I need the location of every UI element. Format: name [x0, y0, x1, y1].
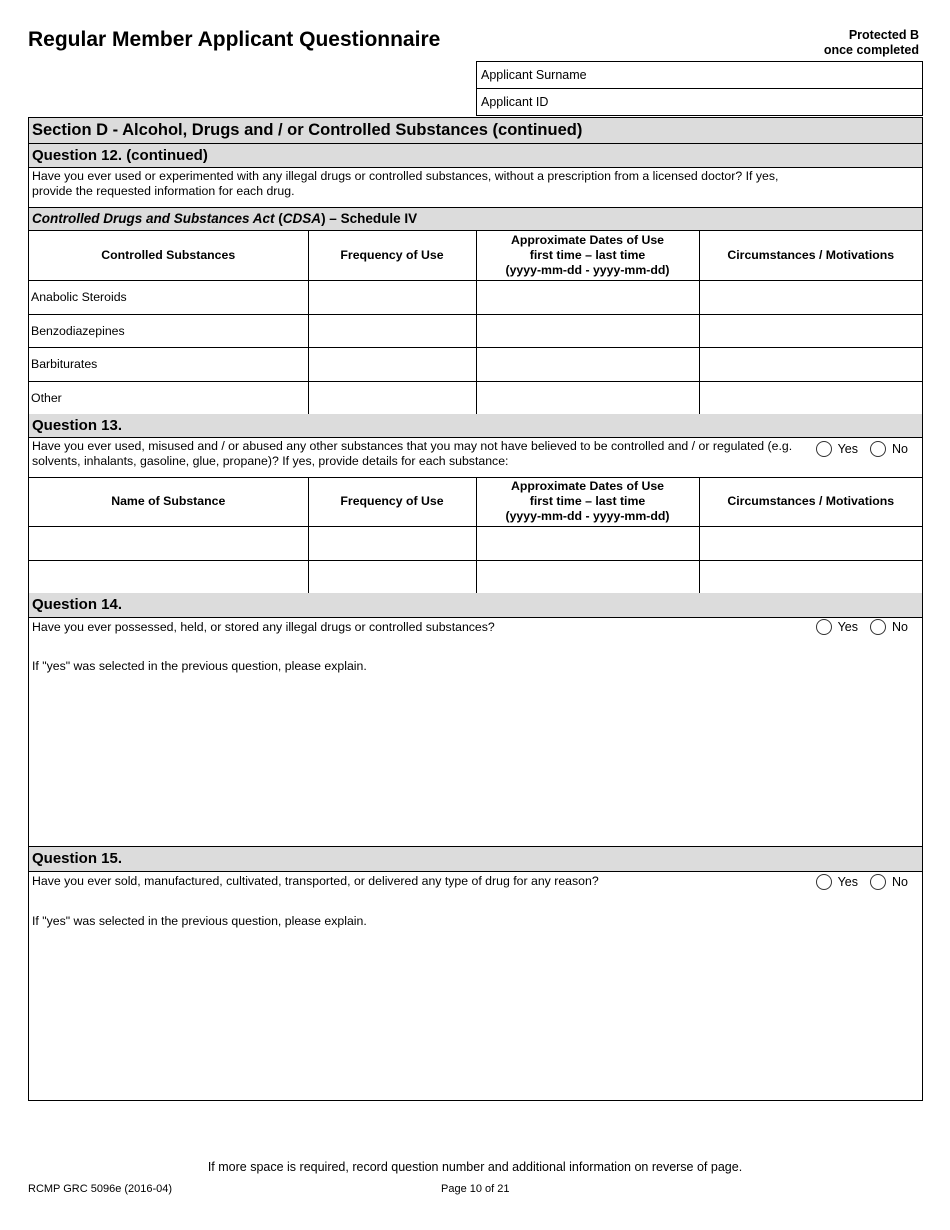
form-code: RCMP GRC 5096e (2016-04) [28, 1183, 173, 1195]
table-row [29, 560, 922, 593]
q13-col-substance: Name of Substance [29, 478, 308, 526]
question-14-yes-radio[interactable] [816, 619, 832, 635]
question-15-body [29, 872, 922, 1100]
question-14-explain-label: If "yes" was selected in the previous question, please explain. [32, 659, 367, 673]
question-12-text-line-2: provide the requested information for each drug. [32, 184, 295, 198]
schedule-paren-open: ( [274, 211, 283, 226]
section-heading: Section D - Alcohol, Drugs and / or Controlled Substances (continued) [29, 118, 922, 144]
q13-col-dates-line-1: Approximate Dates of Use [510, 479, 665, 494]
question-15-text: Have you ever sold, manufactured, cultivated, transported, or delivered any type of drug for any reason? [32, 874, 599, 888]
table-row [29, 280, 922, 314]
question-13-yes-label: Yes [837, 442, 859, 456]
frequency-cell[interactable] [308, 347, 476, 381]
question-12-heading: Question 12. (continued) [29, 144, 922, 168]
circumstances-cell[interactable] [699, 347, 922, 381]
question-14-heading: Question 14. [29, 593, 922, 618]
protected-label [824, 28, 919, 58]
question-14-explain-area[interactable] [29, 674, 922, 844]
q13-col-dates-line-2: first time – last time [529, 494, 646, 509]
question-15-yes-label: Yes [837, 875, 859, 889]
q13-col-frequency: Frequency of Use [308, 478, 476, 526]
table-row [29, 314, 922, 347]
question-13-heading: Question 13. [29, 414, 922, 438]
dates-cell[interactable] [476, 347, 699, 381]
question-15-no-label: No [892, 875, 908, 889]
question-13-no-radio[interactable] [870, 441, 886, 457]
question-15-explain-area[interactable] [29, 929, 922, 1099]
schedule-rest: ) – Schedule IV [321, 211, 418, 226]
q12-col-dates [476, 231, 699, 280]
q12-table-header [29, 231, 922, 280]
schedule-abbr: CDSA [282, 211, 322, 226]
q12-col-substance: Controlled Substances [29, 231, 308, 280]
table-row [29, 381, 922, 414]
q13-col-dates-line-3: (yyyy-mm-dd - yyyy-mm-dd) [505, 509, 670, 524]
q12-col-dates-line-1: Approximate Dates of Use [510, 232, 665, 247]
question-13-text-line-1: Have you ever used, misused and / or abused any other substances that you may not have believed to be controlled and / or regulated (e.g. [32, 439, 793, 453]
page-title: Regular Member Applicant Questionnaire [28, 28, 441, 51]
applicant-id-label: Applicant ID [481, 95, 549, 109]
substance-name: Other [29, 381, 308, 414]
question-14-no-label: No [892, 620, 908, 634]
q12-col-dates-line-3: (yyyy-mm-dd - yyyy-mm-dd) [505, 262, 670, 277]
circumstances-cell[interactable] [699, 314, 922, 347]
protected-line-2: once completed [823, 43, 919, 57]
applicant-id-field[interactable] [476, 88, 923, 116]
question-13-text-line-2: solvents, inhalants, gasoline, glue, propane)? If yes, provide details for each substance: [32, 454, 509, 468]
substance-name: Anabolic Steroids [29, 280, 308, 314]
q13-substances-table [29, 478, 922, 594]
table-row [29, 526, 922, 560]
question-15-no-radio[interactable] [870, 874, 886, 890]
substance-name-cell[interactable] [29, 526, 308, 560]
circumstances-cell[interactable] [699, 280, 922, 314]
question-13-yes-radio[interactable] [816, 441, 832, 457]
dates-cell[interactable] [476, 381, 699, 414]
q12-col-circumstances: Circumstances / Motivations [699, 231, 922, 280]
applicant-surname-field[interactable] [476, 61, 923, 89]
table-row [29, 347, 922, 381]
substance-name-cell[interactable] [29, 560, 308, 593]
dates-cell[interactable] [476, 280, 699, 314]
substance-name: Barbiturates [29, 347, 308, 381]
question-13-no-label: No [892, 442, 908, 456]
q13-col-dates [476, 478, 699, 526]
question-13-radio-group [816, 441, 908, 457]
frequency-cell[interactable] [308, 381, 476, 414]
question-14-yes-label: Yes [837, 620, 859, 634]
q13-table-header [29, 478, 922, 526]
frequency-cell[interactable] [308, 280, 476, 314]
question-14-body [29, 618, 922, 847]
circumstances-cell[interactable] [699, 560, 922, 593]
q12-col-dates-line-2: first time – last time [529, 247, 646, 262]
dates-cell[interactable] [476, 526, 699, 560]
questionnaire-form [28, 117, 923, 1101]
q12-substances-table [29, 231, 922, 415]
schedule-act-name: Controlled Drugs and Substances Act [32, 211, 275, 226]
frequency-cell[interactable] [308, 526, 476, 560]
frequency-cell[interactable] [308, 314, 476, 347]
q12-col-frequency: Frequency of Use [308, 231, 476, 280]
circumstances-cell[interactable] [699, 526, 922, 560]
protected-line-1: Protected B [848, 28, 919, 42]
dates-cell[interactable] [476, 314, 699, 347]
question-13-text [29, 438, 922, 478]
applicant-surname-label: Applicant Surname [481, 68, 587, 82]
schedule-heading [29, 208, 922, 231]
page-number: Page 10 of 21 [441, 1183, 510, 1195]
circumstances-cell[interactable] [699, 381, 922, 414]
question-15-radio-group [816, 874, 908, 890]
q13-col-circumstances: Circumstances / Motivations [699, 478, 922, 526]
question-14-radio-group [816, 619, 908, 635]
footer-note: If more space is required, record question number and additional information on reverse of page. [207, 1160, 743, 1174]
question-15-explain-label: If "yes" was selected in the previous question, please explain. [32, 914, 367, 928]
dates-cell[interactable] [476, 560, 699, 593]
question-12-text [29, 168, 922, 208]
question-15-yes-radio[interactable] [816, 874, 832, 890]
question-14-text: Have you ever possessed, held, or stored any illegal drugs or controlled substances? [32, 620, 495, 634]
substance-name: Benzodiazepines [29, 314, 308, 347]
question-14-no-radio[interactable] [870, 619, 886, 635]
frequency-cell[interactable] [308, 560, 476, 593]
question-15-heading: Question 15. [29, 847, 922, 872]
question-12-text-line-1: Have you ever used or experimented with any illegal drugs or controlled substances, without a prescription from a licensed doctor? If yes, [32, 169, 779, 183]
